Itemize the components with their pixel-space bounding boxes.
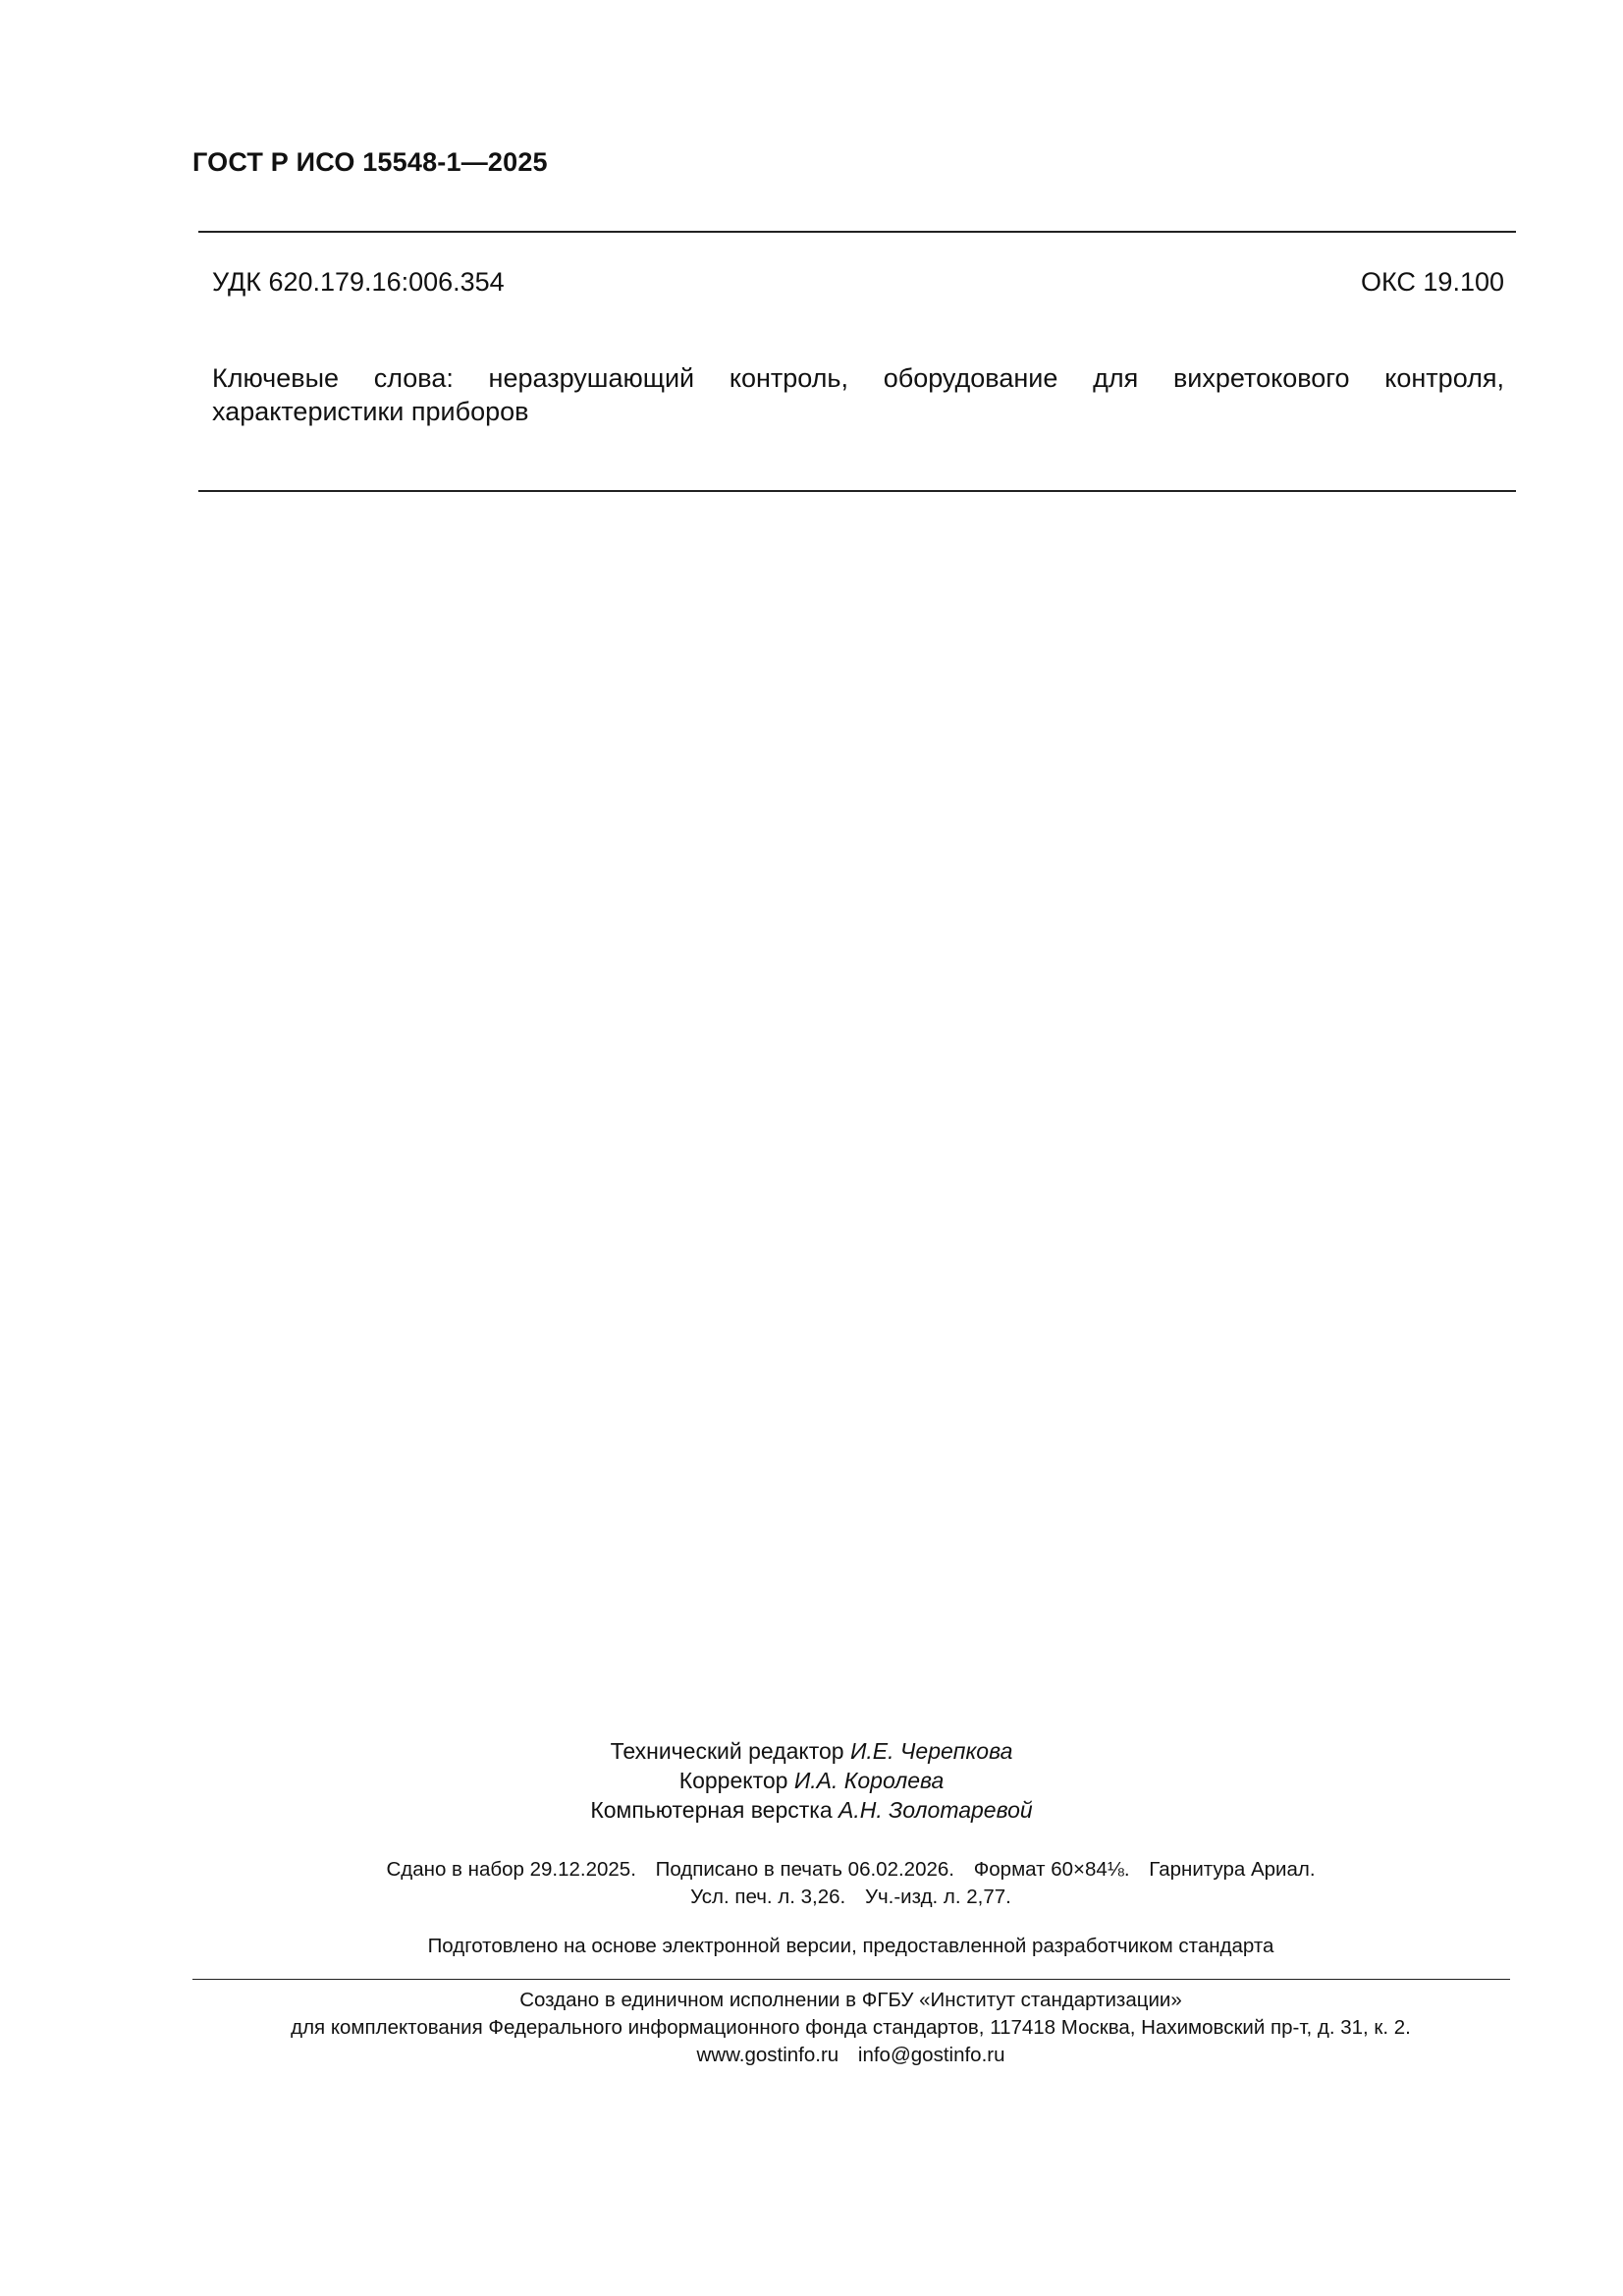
layout-name: А.Н. Золотаревой — [839, 1797, 1033, 1823]
corrector-row — [0, 1766, 1623, 1795]
print-sheets: Усл. печ. л. 3,26. — [690, 1886, 846, 1908]
corrector-name: И.А. Королева — [793, 1768, 945, 1793]
bottom-divider — [192, 1979, 1510, 1980]
footer-line-2: для комплектования Федерального информационного фонда стандартов, 117418 Москва, Нахимовский пр-т, д. 31, к. 2. — [291, 2016, 1411, 2039]
print-info-block — [0, 1856, 1623, 1911]
print-info-row-1 — [0, 1856, 1623, 1884]
top-divider — [198, 231, 1516, 233]
publisher-footer — [0, 1987, 1623, 2069]
oks-code: ОКС 19.100 — [1360, 267, 1504, 297]
tech-editor-row — [0, 1736, 1623, 1766]
typeface-info: Гарнитура Ариал. — [1149, 1858, 1316, 1881]
print-info-row-2 — [0, 1884, 1623, 1911]
layout-label: Компьютерная верстка — [590, 1797, 833, 1823]
prepared-note: Подготовлено на основе электронной версии, предоставленной разработчиком стандарта — [427, 1935, 1274, 1957]
publisher-sheets: Уч.-изд. л. 2,77. — [864, 1886, 1011, 1908]
tech-editor-name: И.Е. Черепкова — [849, 1738, 1013, 1764]
document-code: ГОСТ Р ИСО 15548-1—2025 — [192, 147, 548, 177]
paper-format: Формат 60×84⅛. — [973, 1858, 1130, 1881]
signed-date: Подписано в печать 06.02.2026. — [655, 1858, 954, 1881]
keywords-text: Ключевые слова: неразрушающий контроль, оборудование для вихретокового контроля, характеристики приборов — [212, 363, 1504, 426]
typeset-date: Сдано в набор 29.12.2025. — [386, 1858, 636, 1881]
corrector-label: Корректор — [678, 1768, 788, 1793]
tech-editor-label: Технический редактор — [610, 1738, 844, 1764]
middle-divider — [198, 490, 1516, 492]
keywords-paragraph — [212, 361, 1504, 428]
footer-line-1: Создано в единичном исполнении в ФГБУ «Институт стандартизации» — [519, 1989, 1182, 2011]
credits-block — [0, 1736, 1623, 1825]
footer-contacts — [0, 2042, 1623, 2069]
udk-code: УДК 620.179.16:006.354 — [212, 267, 505, 297]
email-link[interactable]: info@gostinfo.ru — [857, 2044, 1005, 2066]
website-link[interactable]: www.gostinfo.ru — [696, 2044, 839, 2066]
layout-row — [0, 1795, 1623, 1825]
